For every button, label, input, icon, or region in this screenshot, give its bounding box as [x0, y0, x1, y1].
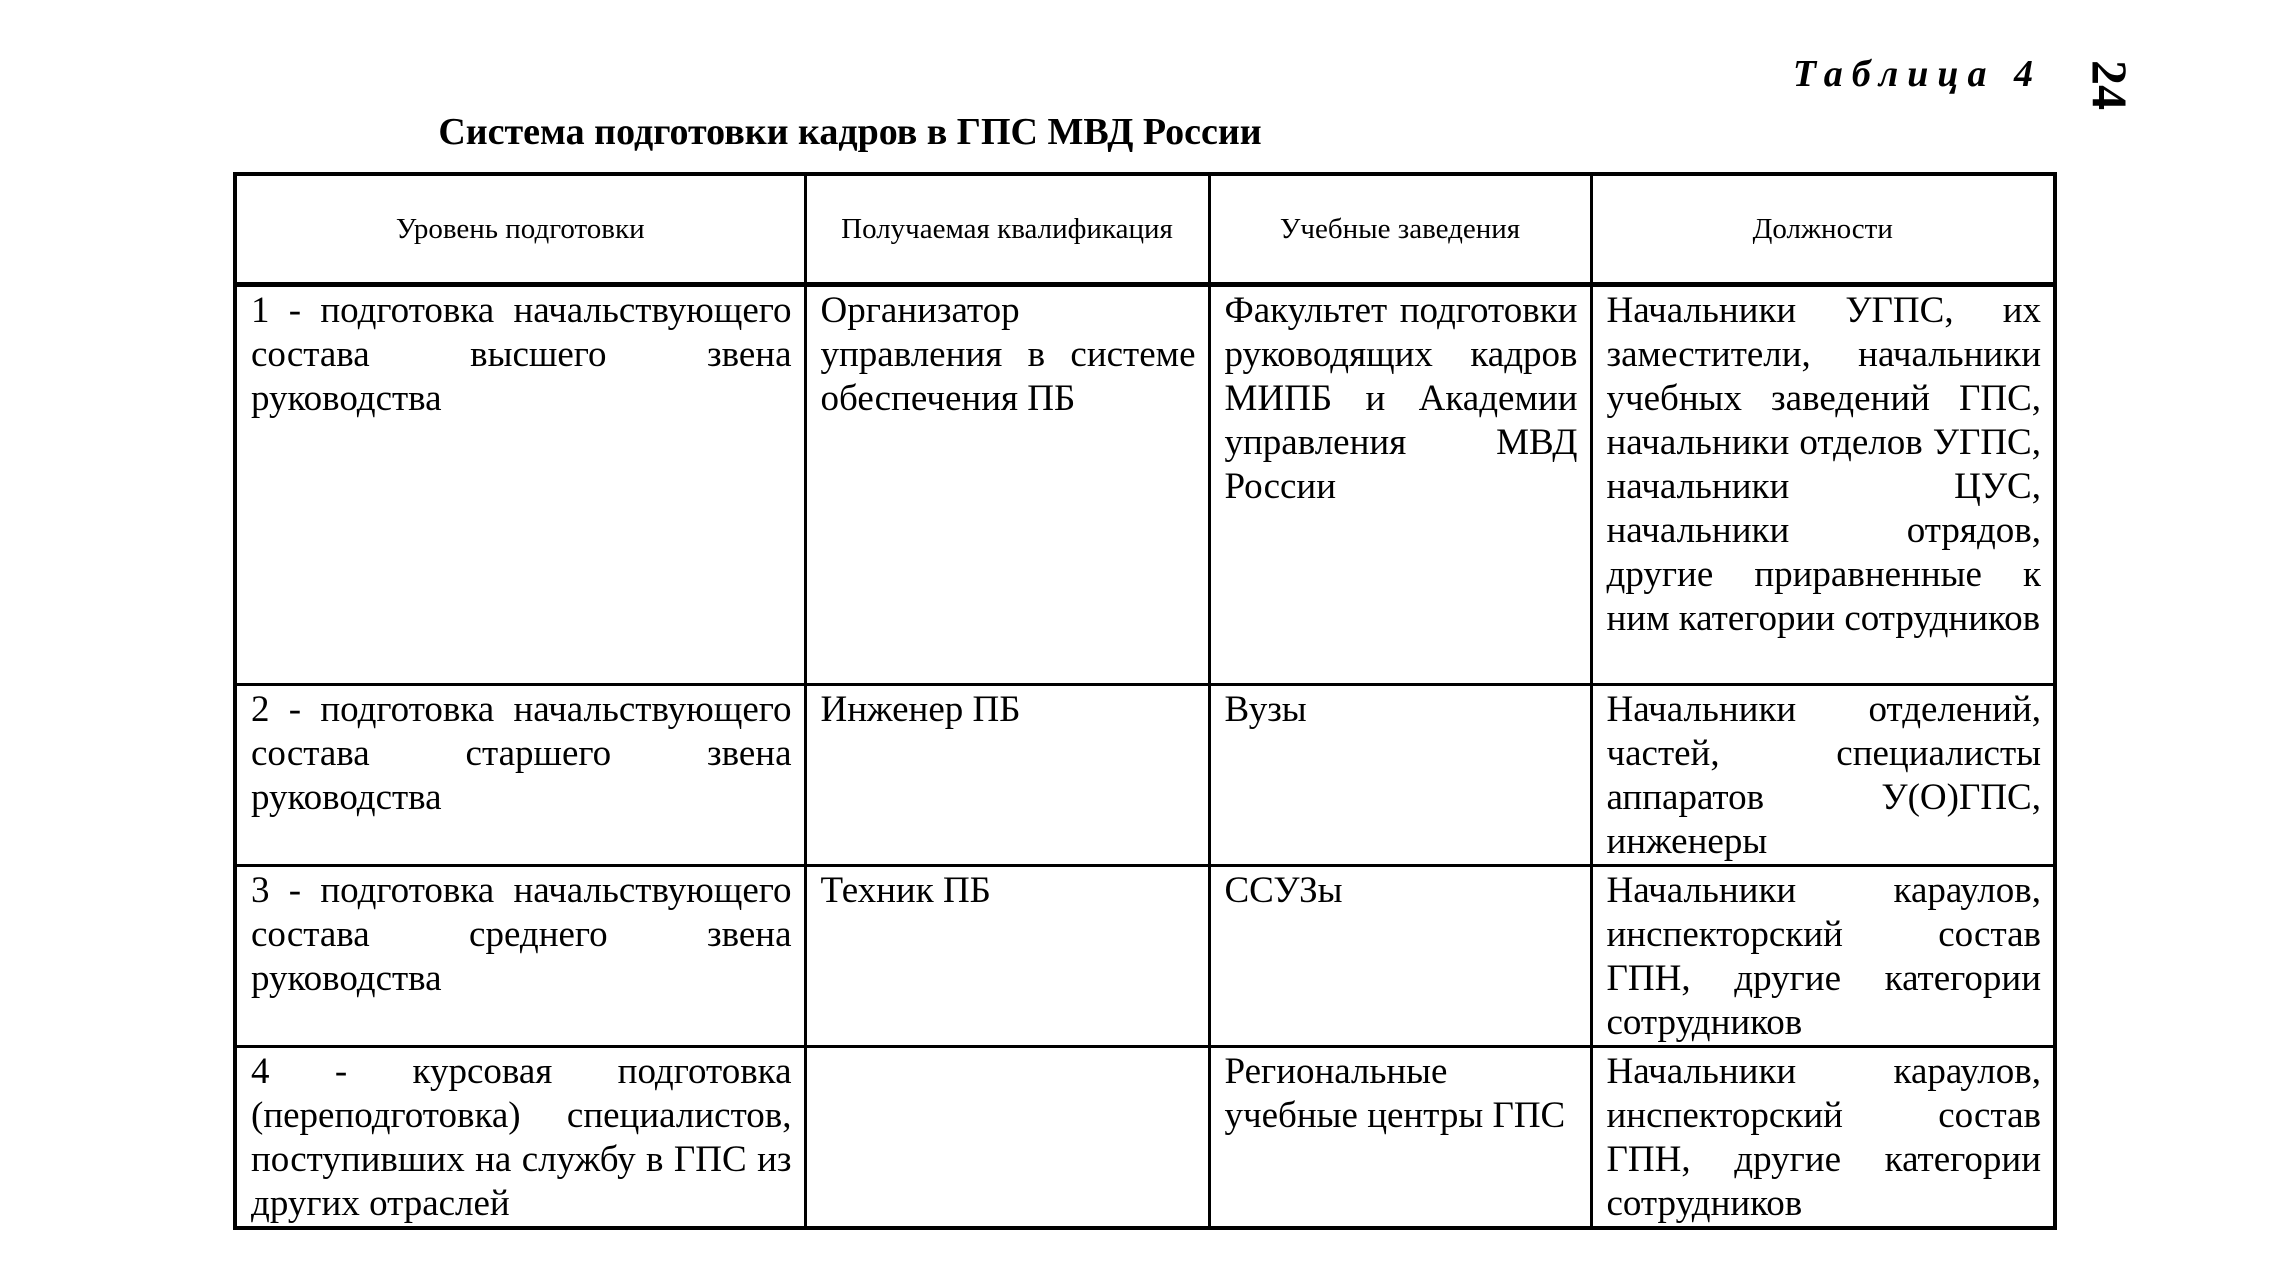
cell-training-level: 4 - курсовая подготовка (переподготовка) специалистов, поступивших на службу в ГПС из других отраслей	[235, 1047, 805, 1229]
cell-institutions: Факультет подготовки руководящих кадров МИПБ и Академии управления МВД России	[1209, 285, 1591, 685]
cell-institutions: Вузы	[1209, 685, 1591, 866]
cell-qualification: Инженер ПБ	[805, 685, 1209, 866]
table-row	[235, 685, 2055, 866]
cell-qualification: Техник ПБ	[805, 866, 1209, 1047]
cell-institutions: ССУЗы	[1209, 866, 1591, 1047]
table-row	[235, 866, 2055, 1047]
cell-positions: Начальники караулов, инспекторский состав ГПН, другие категории сотрудников	[1591, 866, 2055, 1047]
header-institutions: Учебные заведения	[1209, 174, 1591, 285]
cell-training-level: 3 - подготовка начальствующего состава среднего звена руководства	[235, 866, 805, 1047]
header-positions: Должности	[1591, 174, 2055, 285]
cell-institutions: Региональные учебные центры ГПС	[1209, 1047, 1591, 1229]
table-title: Система подготовки кадров в ГПС МВД России	[438, 111, 1262, 153]
table-label: Таблица 4	[1792, 53, 2042, 95]
header-qualification: Получаемая квалификация	[805, 174, 1209, 285]
cell-positions: Начальники караулов, инспекторский состав ГПН, другие категории сотрудников	[1591, 1047, 2055, 1229]
table-header-row	[235, 174, 2055, 285]
cell-qualification	[805, 1047, 1209, 1229]
cell-training-level: 1 - подготовка начальствующего состава высшего звена руководства	[235, 285, 805, 685]
page-number: 24	[2082, 60, 2138, 110]
cell-qualification: Организатор управления в системе обеспечения ПБ	[805, 285, 1209, 685]
cell-positions: Начальники УГПС, их заместители, начальники учебных заведений ГПС, начальники отделов УГПС, начальники ЦУС, начальники отрядов, другие приравненные к ним категории сотрудников	[1591, 285, 2055, 685]
cell-training-level: 2 - подготовка начальствующего состава старшего звена руководства	[235, 685, 805, 866]
header-training-level: Уровень подготовки	[235, 174, 805, 285]
training-system-table	[233, 172, 2057, 1230]
table-row	[235, 1047, 2055, 1229]
table-row	[235, 285, 2055, 685]
cell-positions: Начальники отделений, частей, специалисты аппаратов У(О)ГПС, инженеры	[1591, 685, 2055, 866]
